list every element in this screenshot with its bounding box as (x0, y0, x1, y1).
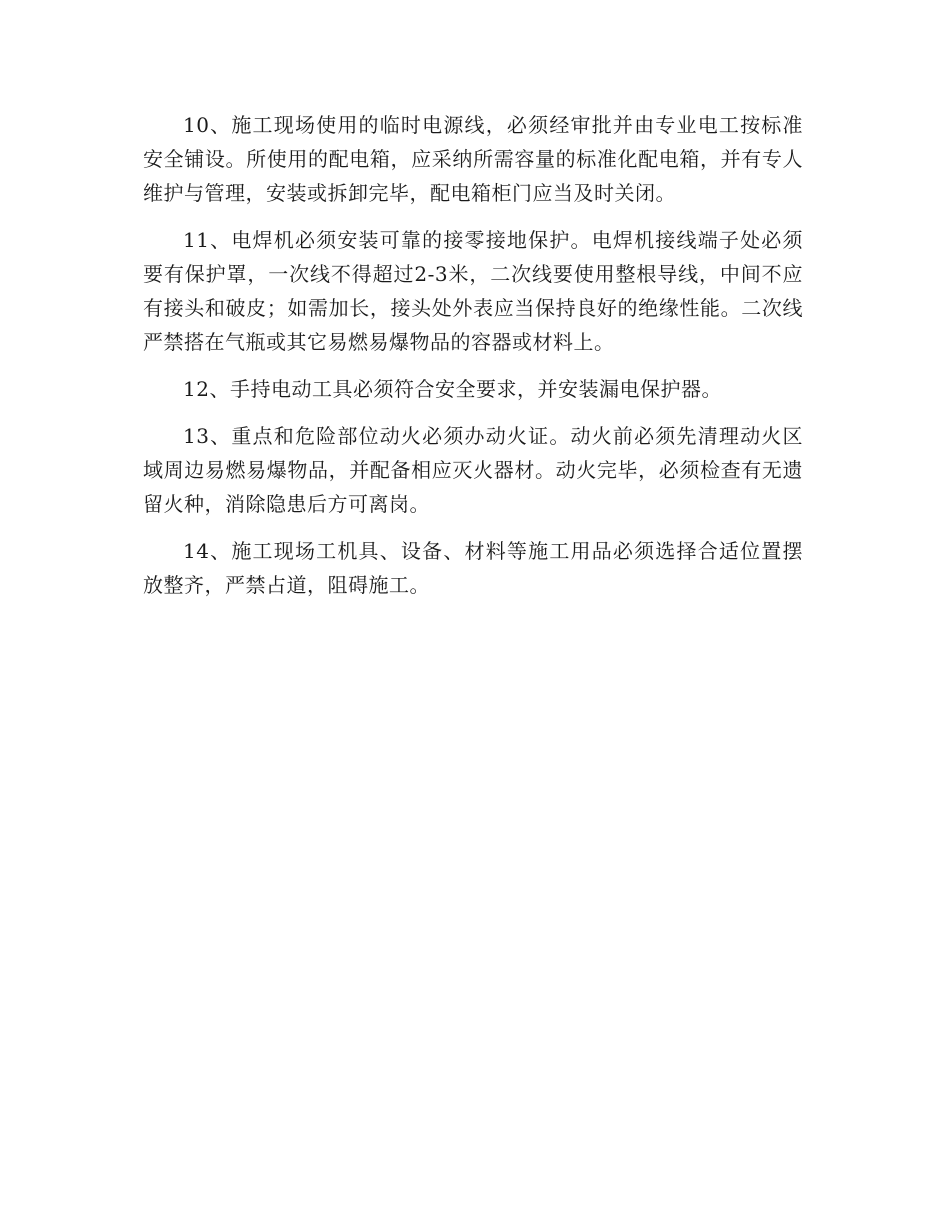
paragraph-14: 14、施工现场工机具、设备、材料等施工用品必须选择合适位置摆放整齐，严禁占道，阻碍施工。 (143, 539, 803, 597)
paragraph-13: 13、重点和危险部位动火必须办动火证。动火前必须先清理动火区域周边易燃易爆物品，并配备相应灭火器材。动火完毕，必须检查有无遗留火种，消除隐患后方可离岗。 (143, 424, 803, 516)
document-body (143, 108, 803, 615)
paragraph-12: 12、手持电动工具必须符合安全要求，并安装漏电保护器。 (183, 377, 722, 401)
paragraph-11: 11、电焊机必须安装可靠的接零接地保护。电焊机接线端子处必须要有保护罩，一次线不得超过2-3米，二次线要使用整根导线，中间不应有接头和破皮；如需加长，接头处外表应当保持良好的绝缘性能。二次线严禁搭在气瓶或其它易燃易爆物品的容器或材料上。 (143, 228, 803, 354)
paragraph-10: 10、施工现场使用的临时电源线，必须经审批并由专业电工按标准安全铺设。所使用的配电箱，应采纳所需容量的标准化配电箱，并有专人维护与管理，安装或拆卸完毕，配电箱柜门应当及时关闭。 (143, 113, 803, 205)
